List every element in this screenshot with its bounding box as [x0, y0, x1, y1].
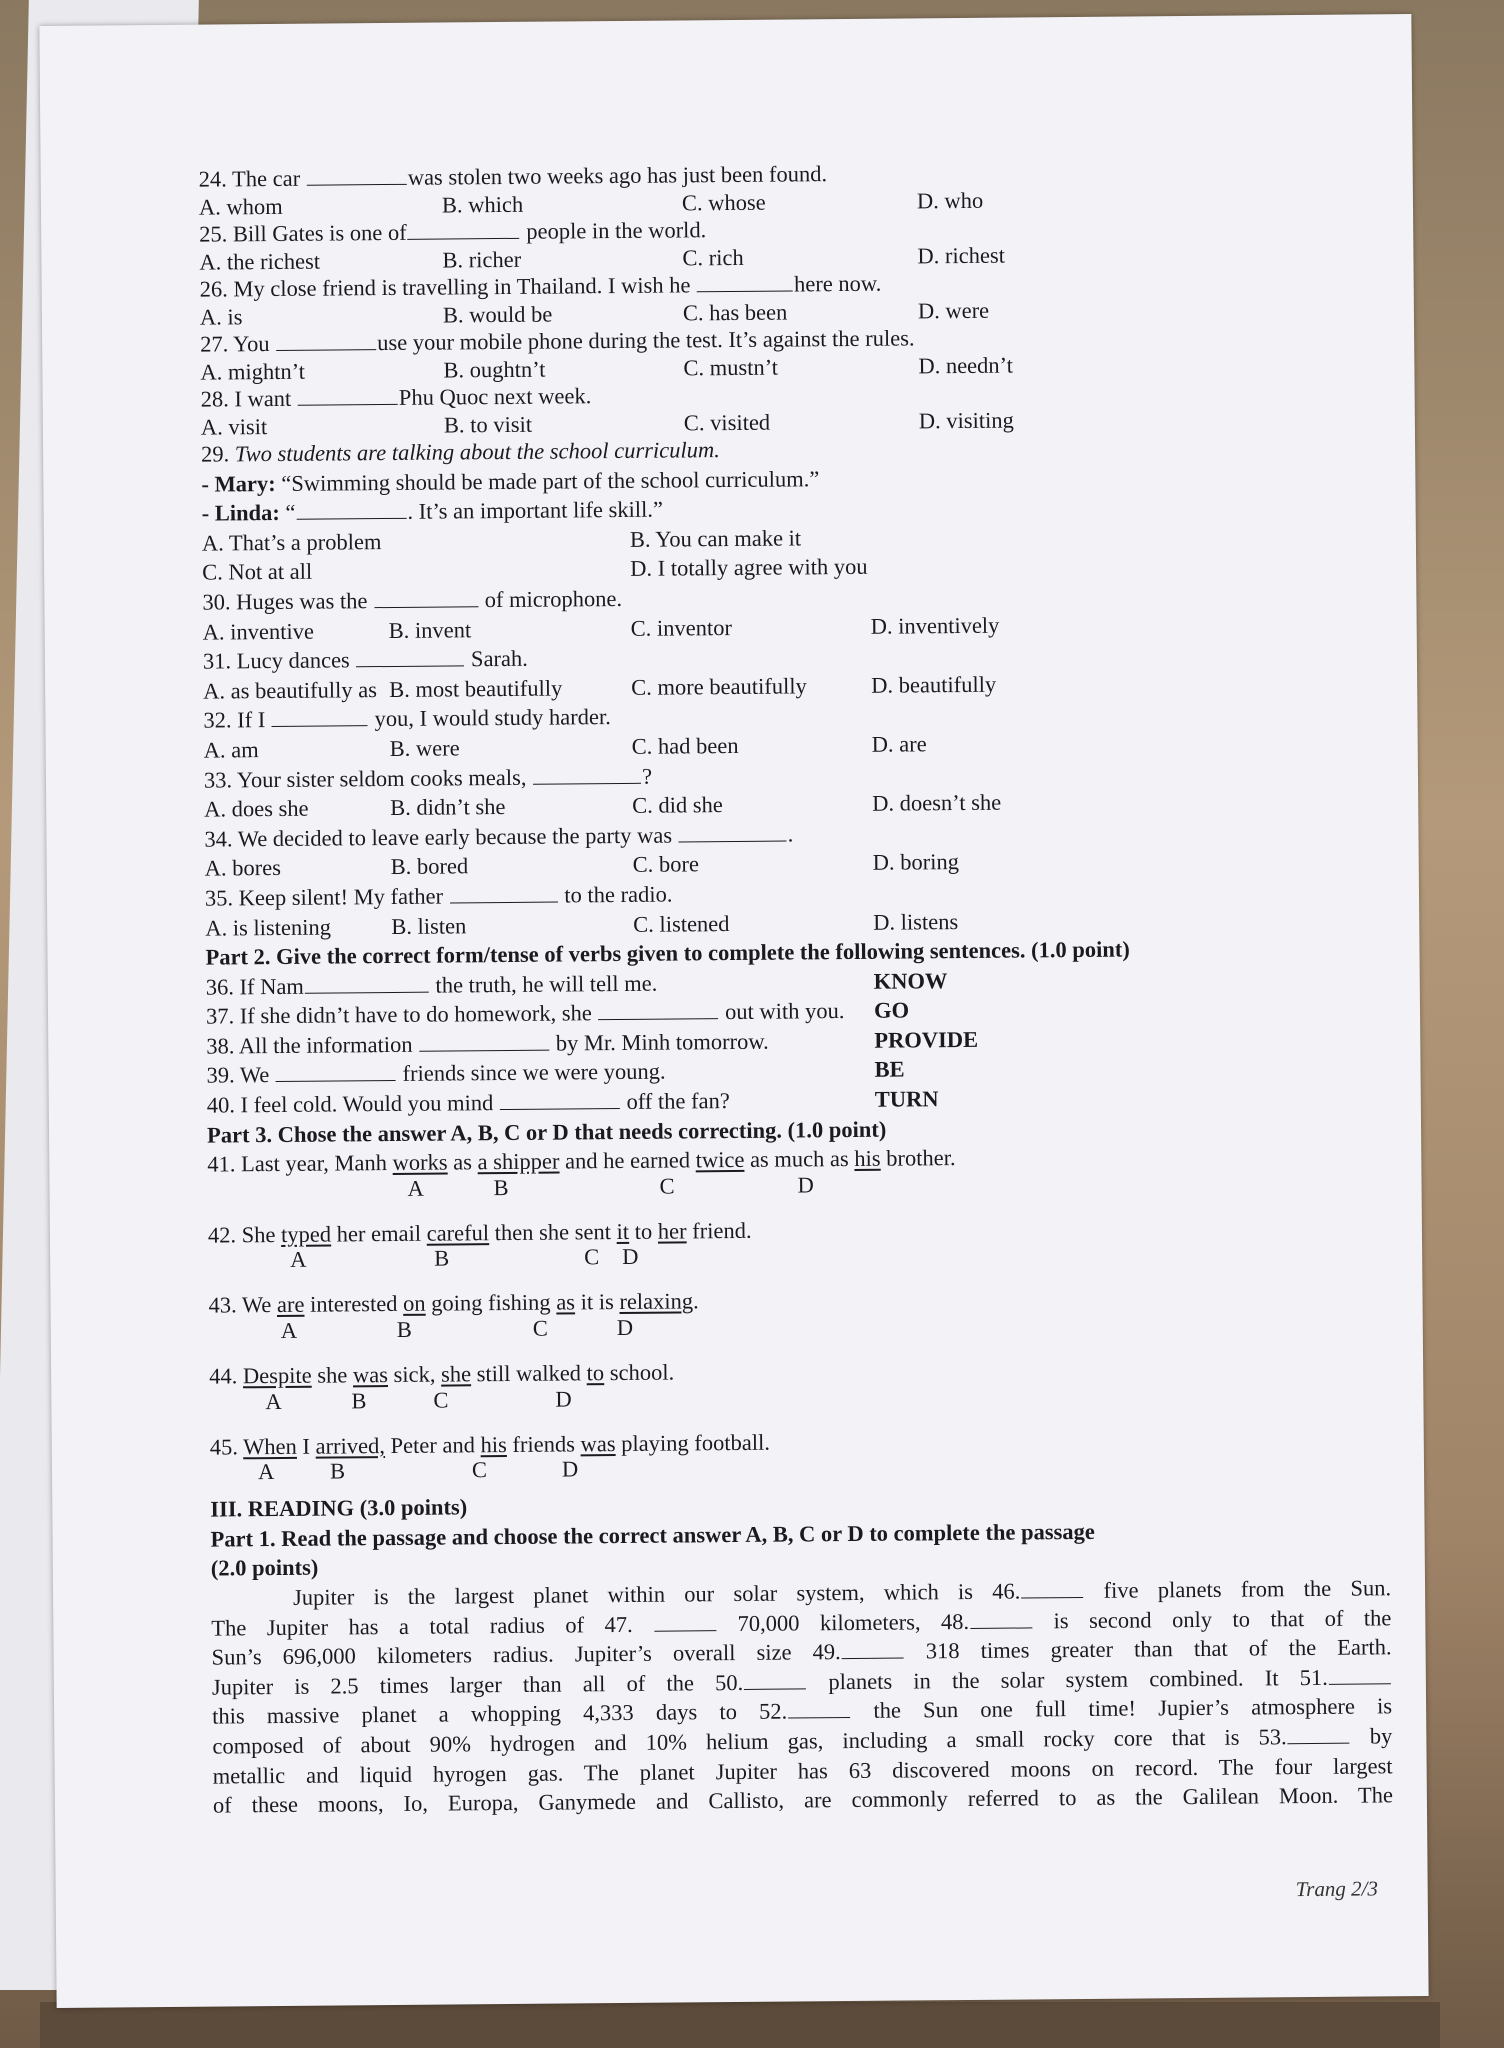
option: D. needn’t [918, 352, 1014, 378]
question-45: 45. When I arrived, Peter and his friends was playing football. [209, 1429, 770, 1460]
option: D. richest [917, 242, 1006, 268]
option: C. visited [683, 409, 771, 435]
option: A. whom [198, 193, 283, 220]
question-32: 32. If I you, I would study harder. A. am B. were C. had been D. are [203, 696, 1393, 766]
answer-labels: A B C D [280, 1314, 634, 1343]
option: D. listens [873, 908, 959, 935]
option: B. were [389, 735, 460, 761]
question-24: 24. The car was stolen two weeks ago has just been found. A. whom B. which C. whose D. who [199, 154, 1389, 219]
question-28: 28. I want Phu Quoc next week. A. visit B. to visit C. visited D. visiting [201, 374, 1391, 439]
option: D. were [917, 297, 990, 323]
verb-cue: KNOW [873, 967, 948, 994]
option: A. bores [204, 855, 282, 881]
verb-cue: BE [874, 1056, 905, 1083]
option: A. as beautifully as [203, 676, 378, 704]
option: B. bored [390, 853, 469, 880]
exam-content [199, 154, 1403, 1820]
option: B. would be [442, 301, 553, 328]
dialogue-instruction: Two students are talking about the school curriculum. [234, 437, 720, 467]
part-3 [207, 1110, 1400, 1495]
question-34: 34. We decided to leave early because the party was . A. bores B. bored C. bore D. boring [204, 814, 1394, 884]
question-33: 33. Your sister seldom cooks meals, ? A. does she B. didn’t she C. did she D. doesn’t she [204, 755, 1394, 825]
question-41: 41. Last year, Manh works as a shipper and he earned twice as much as his brother. [207, 1145, 956, 1177]
part-2: Part 2. Give the correct form/tense of verbs given to complete the following sentences. (1.0 point) 36. If Nam the truth, he will tell me. KNOW 37. If she didn’t have to do homework, she out with you. GO 38. All the information by Mr. Minh tomorrow. PROVIDE 39. We friends since we were young. BE 40. I feel cold. Would you mind off the fan? TURN [205, 936, 1130, 1118]
question-29: 29. Two students are talking about the school curriculum. - Mary: “Swimming should be made part of the school curriculum.” - Linda: “ . It’s an important life skill.” A. That’s a problem B. You can make it C. Not at all D. I totally agree with you [201, 429, 1392, 587]
option: C. more beautifully [631, 673, 807, 700]
reading-section: III. READING (3.0 points) Part 1. Read the passage and choose the correct answer A, B, C or D to complete the passage (2.0 points) Jupiter is the largest planet within our solar system, which is 46. five planets from the Sun. The Jupiter has a total radius of 47. 70,000 kilometers, 48. is second only to that of the Sun’s 696,000 kilometers radius. Jupiter’s overall size 49. 318 times greater than that of the Earth. Jupiter is 2.5 times larger than all of the 50. planets in the solar system combined. It 51. this massive planet a whopping 4,333 days to 52. the Sun one full time! Jupier’s atmosphere is composed of about 90% hydrogen and 10% helium gas, including a small rocky core that is 53. by metallic and liquid hyrogen gas. The planet Jupiter has 63 discovered moons on record. The four largest of these moons, Io, Europa, Ganymede and Callisto, are commonly referred to as the Galilean Moon. The [210, 1484, 1403, 1820]
option: C. inventor [630, 614, 733, 641]
reading-passage: Jupiter is the largest planet within our solar system, which is 46. five planets from the Sun. The Jupiter has a total radius of 47. 70,000 kilometers, 48. is second only to that of the Sun’s 696,000 kilometers radius. Jupiter’s overall size 49. 318 times greater than that of the Earth. Jupiter is 2.5 times larger than all of the 50. planets in the solar system combined. It 51. this massive planet a whopping 4,333 days to 52. the Sun one full time! Jupier’s atmosphere is composed of about 90% hydrogen and 10% helium gas, including a small rocky core that is 53. by metallic and liquid hyrogen gas. The planet Jupiter has 63 discovered moons on record. The four largest of these moons, Io, Europa, Ganymede and Callisto, are commonly referred to as the Galilean Moon. The [211, 1575, 1393, 1818]
option: B. which [441, 191, 524, 218]
option: B. didn’t she [390, 794, 506, 821]
option: B. listen [391, 912, 467, 939]
option: C. whose [681, 189, 766, 215]
option: B. richer [442, 246, 522, 273]
option: C. mustn’t [683, 354, 779, 380]
option: D. who [916, 187, 984, 213]
option: D. doesn’t she [872, 789, 1002, 816]
section-heading: III. READING (3.0 points) [210, 1494, 468, 1522]
verb-cue: TURN [874, 1086, 939, 1112]
option: C. listened [633, 910, 730, 937]
question-42: 42. She typed her email careful then she sent it to her friend. [207, 1217, 752, 1248]
answer-labels: A B C D [407, 1172, 814, 1201]
answer-labels: A B C D [257, 1456, 579, 1485]
verb-cue: PROVIDE [874, 1026, 979, 1053]
option: A. visit [200, 413, 268, 440]
option: D. inventively [870, 612, 1000, 639]
option: A. mightn’t [200, 358, 306, 385]
option: A. inventive [202, 618, 315, 645]
question-31: 31. Lucy dances Sarah. A. as beautifully as B. most beautifully C. more beautifully D. beautifully [203, 636, 1393, 706]
option: B. most beautifully [389, 675, 563, 702]
option: D. boring [872, 849, 960, 876]
option: D. are [871, 731, 927, 757]
option: A. That’s a problem [201, 528, 382, 556]
option: A. is [199, 303, 243, 330]
option: B. invent [388, 616, 472, 643]
question-26: 26. My close friend is travelling in Thailand. I wish he here now. A. is B. would be C. has been D. were [200, 264, 1390, 329]
part-1-heading: Part 1. Read the passage and choose the correct answer A, B, C or D to complete the passage [210, 1518, 1095, 1552]
table-surface [40, 2002, 1440, 2048]
question-30: 30. Huges was the of microphone. A. inventive B. invent C. inventor D. inventively [202, 577, 1392, 647]
option: A. does she [204, 795, 309, 822]
part-3-heading: Part 3. Chose the answer A, B, C or D that needs correcting. (1.0 point) [206, 1116, 887, 1148]
question-35: 35. Keep silent! My father to the radio. A. is listening B. listen C. listened D. listens [205, 873, 1395, 943]
question-43: 43. We are interested on going fishing as it is relaxing. [208, 1288, 699, 1319]
exam-page [39, 14, 1428, 2008]
option: D. I totally agree with you [630, 554, 868, 582]
option: C. has been [682, 299, 788, 325]
part-2-heading: Part 2. Give the correct form/tense of verbs given to complete the following sentences. (1.0 point) [205, 936, 1130, 970]
verb-cue: GO [873, 997, 910, 1024]
option: D. beautifully [871, 671, 997, 698]
option: A. am [203, 737, 259, 763]
option: C. had been [631, 732, 739, 759]
question-27: 27. You use your mobile phone during the test. It’s against the rules. A. mightn’t B. oughtn’t C. mustn’t D. needn’t [200, 319, 1390, 384]
option: B. oughtn’t [443, 356, 546, 383]
option: C. did she [632, 792, 723, 819]
question-25: 25. Bill Gates is one of people in the world. A. the richest B. richer C. rich D. richest [199, 209, 1389, 274]
option: C. Not at all [202, 559, 313, 585]
option: A. the richest [199, 248, 321, 275]
answer-labels: A B C D [265, 1386, 572, 1414]
page-number: Trang 2/3 [1295, 1876, 1379, 1902]
option: C. rich [682, 244, 744, 270]
option: C. bore [632, 851, 700, 878]
option: B. You can make it [629, 525, 802, 552]
answer-labels: A B C D [290, 1244, 639, 1273]
option: D. visiting [918, 407, 1014, 433]
question-44: 44. Despite she was sick, she still walked to school. [209, 1359, 675, 1389]
option: B. to visit [443, 411, 533, 438]
option: A. is listening [205, 914, 331, 941]
